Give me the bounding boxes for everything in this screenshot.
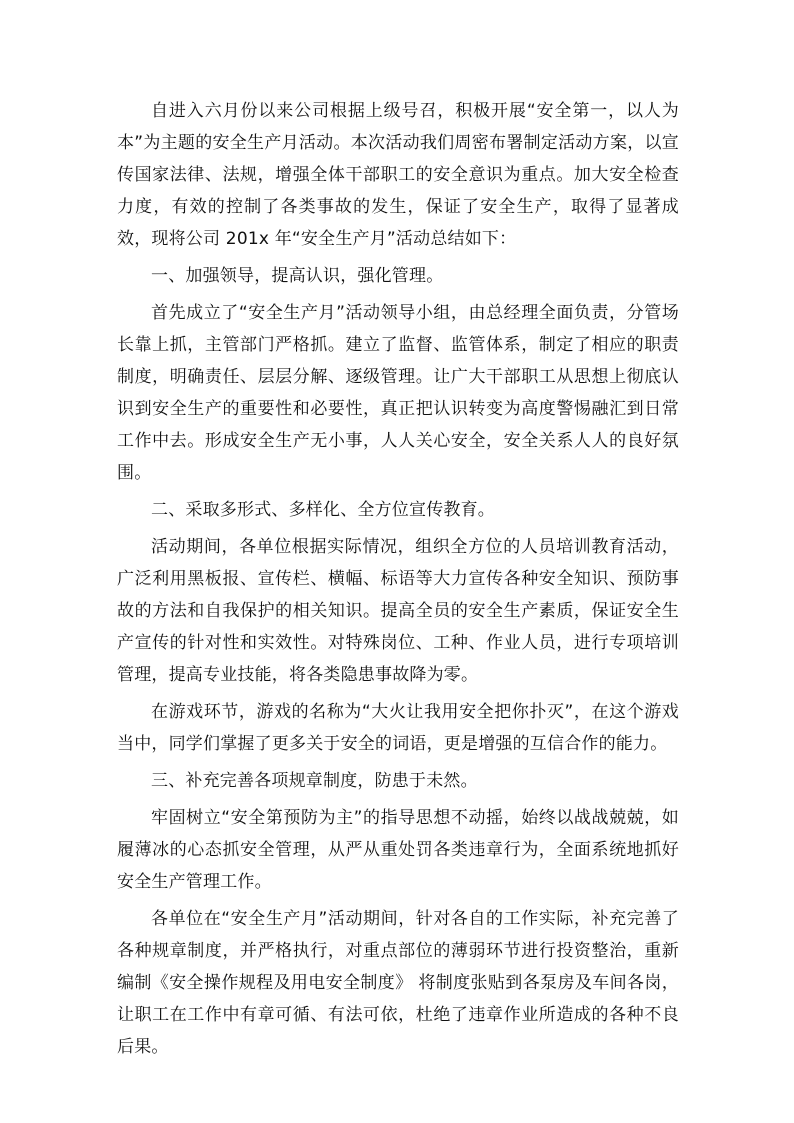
intro-paragraph: 自进入六月份以来公司根据上级号召，积极开展“安全第一，以人为本”为主题的安全生产月活动。本次活动我们周密布署制定活动方案，以宣传国家法律、法规，增强全体干部职工的安全意识为重点。加大安全检查力度，有效的控制了各类事故的发生，保证了安全生产，取得了显著成效，现将公司 201x 年“安全生产月”活动总结如下：: [117, 101, 679, 249]
section-2-paragraph-1: 活动期间，各单位根据实际情况，组织全方位的人员培训教育活动，广泛利用黑板报、宣传栏、横幅、标语等大力宣传各种安全知识、预防事故的方法和自我保护的相关知识。提高全员的安全生产素质，保证安全生产宣传的针对性和实效性。对特殊岗位、工种、作业人员，进行专项培训管理，提高专业技能，将各类隐患事故降为零。: [117, 537, 679, 685]
section-heading-1: 一、加强领导，提高认识，强化管理。: [151, 266, 444, 286]
section-heading-3: 三、补充完善各项规章制度，防患于未然。: [151, 771, 478, 791]
document-body: [117, 95, 679, 1068]
section-3-paragraph-2: 各单位在“安全生产月”活动期间，针对各自的工作实际，补充完善了各种规章制度，并严格执行，对重点部位的薄弱环节进行投资整治，重新编制《安全操作规程及用电安全制度》 将制度张贴到各泵房及车间各岗，让职工在工作中有章可循、有法可依，杜绝了违章作业所造成的各种不良后果。: [117, 909, 679, 1057]
section-3-paragraph-1: 牢固树立“安全第预防为主”的指导思想不动摇，始终以战战兢兢，如履薄冰的心态抓安全管理，从严从重处罚各类违章行为，全面系统地抓好安全生产管理工作。: [117, 808, 679, 892]
section-1-paragraph: 首先成立了“安全生产月”活动领导小组，由总经理全面负责，分管场长靠上抓，主管部门严格抓。建立了监督、监管体系，制定了相应的职责制度，明确责任、层层分解、逐级管理。让广大干部职工从思想上彻底认识到安全生产的重要性和必要性，真正把认识转变为高度警惕融汇到日常工作中去。形成安全生产无小事，人人关心安全，安全关系人人的良好氛围。: [117, 303, 679, 483]
section-heading-2: 二、采取多形式、多样化、全方位宣传教育。: [151, 500, 495, 520]
section-2-paragraph-2: 在游戏环节，游戏的名称为“大火让我用安全把你扑灭”，在这个游戏当中，同学们掌握了更多关于安全的词语，更是增强的互信合作的能力。: [117, 702, 679, 754]
